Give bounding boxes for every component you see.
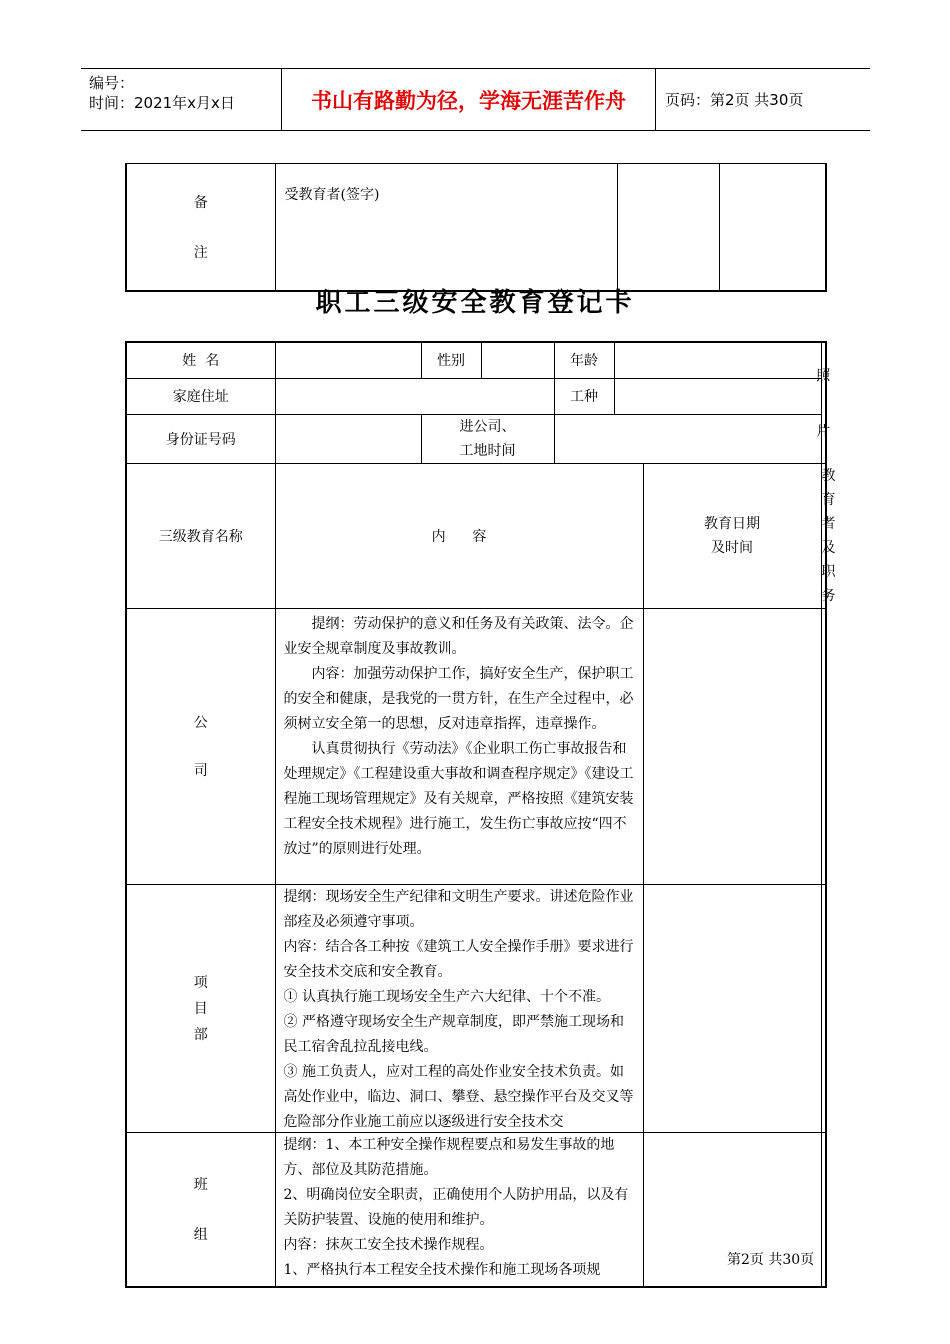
- entry-time-line: 工地时间: [459, 442, 516, 459]
- entry-time-label: [421, 414, 554, 463]
- page-footer: 第2页 共30页: [727, 1252, 815, 1268]
- company-char: 司: [193, 763, 208, 779]
- page-header: [81, 68, 870, 131]
- remark-char: 备: [193, 195, 208, 211]
- gender-label: 性别: [421, 342, 481, 378]
- address-label: 家庭住址: [126, 378, 275, 414]
- team-educator-field[interactable]: [821, 1132, 826, 1287]
- company-char: 公: [193, 715, 208, 731]
- project-content: [275, 884, 643, 1132]
- project-level-cell: [126, 884, 275, 1132]
- remark-table: [125, 163, 827, 292]
- header-meta: [89, 73, 235, 113]
- educator-header-line: 职 务: [821, 563, 836, 604]
- header-motto: 书山有路勤为径，学海无涯苦作舟: [311, 88, 626, 113]
- company-content-text: 内容：加强劳动保护工作，搞好安全生产，保护职工的安全和健康，是我党的一贯方针，在生产全过程中，必须树立安全第一的思想，反对违章指挥，违章操作。: [283, 665, 634, 732]
- project-rule-3: ③ 施工负责人，应对工程的高处作业安全技术负责。如高处作业中，临边、洞口、攀登、悬空操作平台及交叉等危险部分作业施工前应以逐级进行安全技术交: [283, 1063, 634, 1129]
- project-outline: 提纲：现场安全生产纪律和文明生产要求。讲述危险作业部痊及必须遵守事项。: [283, 888, 634, 930]
- signature-cell[interactable]: [275, 164, 617, 292]
- educator-header: [821, 463, 836, 608]
- company-educator-field[interactable]: [821, 608, 826, 884]
- age-field[interactable]: [614, 342, 821, 378]
- team-rule-1: 1、严格执行本工程安全技术操作和施工现场各项规: [283, 1261, 601, 1278]
- remark-empty-cell[interactable]: [719, 164, 826, 292]
- project-rule-1: ① 认真执行施工现场安全生产六大纪律、十个不准。: [283, 988, 610, 1005]
- project-date-field[interactable]: [643, 884, 821, 1132]
- company-outline: 提纲：劳动保护的意义和任务及有关政策、法令。企业安全规章制度及事故教训。: [283, 615, 634, 657]
- name-label: 姓 名: [126, 342, 275, 378]
- project-char: 目: [193, 1001, 208, 1017]
- project-char: 项: [193, 975, 208, 991]
- project-content-text: 内容：结合各工种按《建筑工人安全操作手册》要求进行安全技术交底和安全教育。: [283, 938, 634, 980]
- remark-char: 注: [193, 245, 208, 261]
- company-content: [275, 608, 643, 884]
- remark-label-cell: [126, 164, 275, 292]
- name-field[interactable]: [275, 342, 421, 378]
- form-title: 职工三级安全教育登记卡: [315, 288, 635, 318]
- project-char: 部: [193, 1027, 208, 1043]
- edu-name-header: 三级教育名称: [126, 463, 275, 608]
- entry-time-field[interactable]: [554, 414, 821, 463]
- team-content: [275, 1132, 643, 1287]
- company-regulations: 认真贯彻执行《劳动法》《企业职工伤亡事故报告和处理规定》《工程建设重大事故和调查程序规定》《建设工程施工现场管理规定》及有关规章，严格按照《建筑安装工程安全技术规程》进行施工，发生伤亡事故应按“四不放过”的原则进行处理。: [283, 740, 634, 857]
- team-char: 班: [193, 1177, 208, 1193]
- photo-char: 片: [816, 423, 831, 440]
- photo-cell[interactable]: [816, 342, 831, 463]
- team-content-text: 内容：抹灰工安全技术操作规程。: [283, 1236, 494, 1253]
- content-header: 内 容: [275, 463, 643, 608]
- date-header-line: 及时间: [711, 539, 753, 556]
- registration-form: [125, 341, 836, 1288]
- project-rule-2: ② 严格遵守现场安全生产规章制度，即严禁施工现场和民工宿舍乱拉乱接电线。: [283, 1013, 624, 1055]
- date-header-line: 教育日期: [704, 515, 760, 532]
- team-outline: 提纲：1、本工种安全操作规程要点和易发生事故的地方、部位及其防范措施。: [283, 1136, 615, 1178]
- code-label: 编号：: [89, 74, 135, 92]
- job-field[interactable]: [614, 378, 821, 414]
- educator-header-line: 教育者及: [821, 467, 836, 556]
- remark-empty-cell[interactable]: [617, 164, 719, 292]
- gender-field[interactable]: [481, 342, 554, 378]
- id-label: 身份证号码: [126, 414, 275, 463]
- age-label: 年龄: [554, 342, 614, 378]
- signature-label: 受教育者(签字): [284, 187, 380, 203]
- photo-char: 照: [816, 367, 831, 384]
- team-duty: 2、明确岗位安全职责，正确使用个人防护用品，以及有关防护装置、设施的使用和维护。: [283, 1186, 629, 1228]
- company-level-cell: [126, 608, 275, 884]
- header-divider: [655, 69, 656, 130]
- job-label: 工种: [554, 378, 614, 414]
- time-label: 时间：2021年x月x日: [89, 94, 235, 112]
- team-char: 组: [193, 1227, 208, 1243]
- id-field[interactable]: [275, 414, 421, 463]
- team-level-cell: [126, 1132, 275, 1287]
- date-header: [643, 463, 821, 608]
- company-date-field[interactable]: [643, 608, 821, 884]
- header-page-info: 页码：第2页 共30页: [665, 91, 804, 109]
- address-field[interactable]: [275, 378, 554, 414]
- entry-time-line: 进公司、: [459, 418, 516, 435]
- project-educator-field[interactable]: [821, 884, 826, 1132]
